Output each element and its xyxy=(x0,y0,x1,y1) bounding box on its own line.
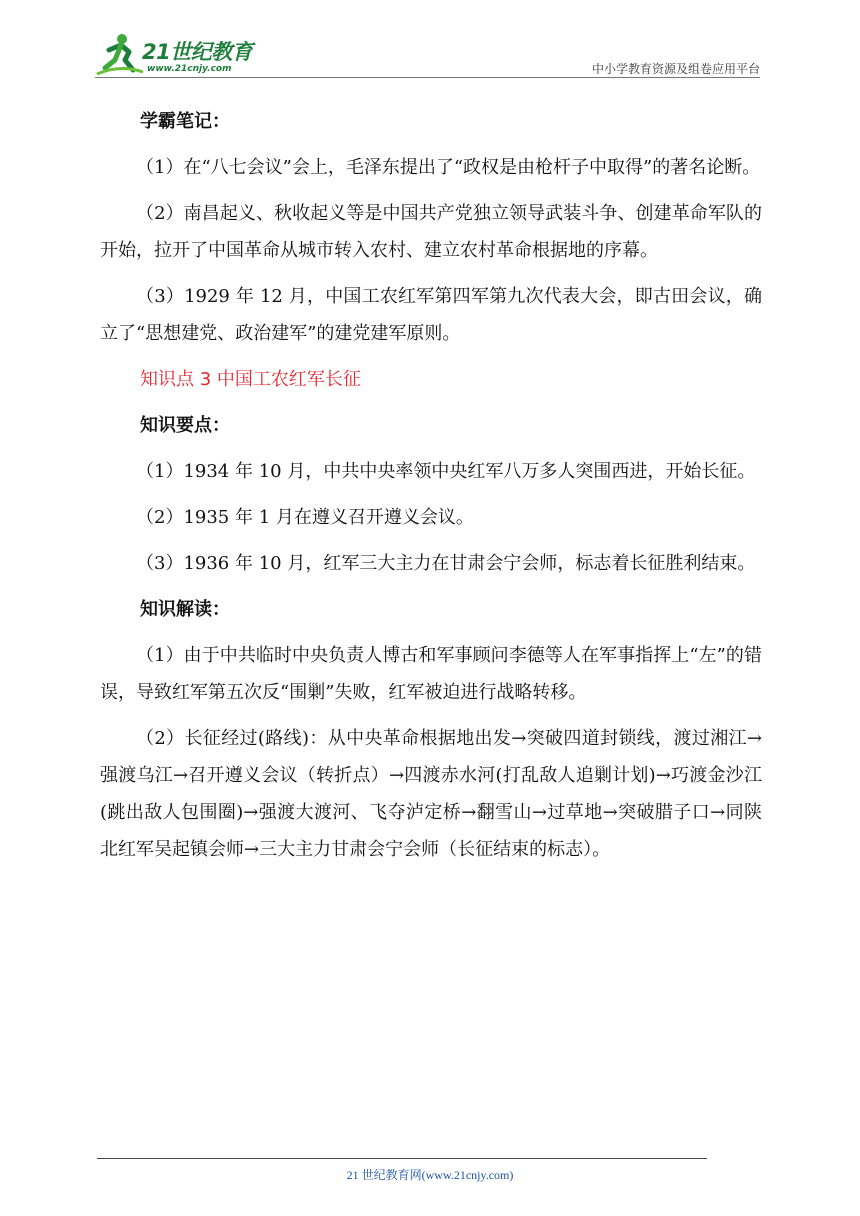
section-heading-interpretation: 知识解读： xyxy=(140,599,230,620)
key-point-item: （2）1935 年 1 月在遵义召开遵义会议。 xyxy=(136,507,474,528)
runner-logo-icon xyxy=(95,30,145,80)
key-point-item: （1）1934 年 10 月，中共中央率领中央红军八万多人突围西进，开始长征。 xyxy=(136,461,756,482)
note-item: （2）南昌起义、秋收起义等是中国共产党独立领导武装斗争、创建革命军队的开始，拉开了中国革命从城市转入农村、建立农村革命根据地的序幕。 xyxy=(100,203,762,261)
note-item: （3）1929 年 12 月，中国工农红军第四军第九次代表大会，即古田会议，确立了“思想建党、政治建军”的建党建军原则。 xyxy=(100,286,762,344)
logo-text: 21世纪教育 xyxy=(142,40,253,64)
footer-divider xyxy=(97,1158,707,1159)
interpretation-item: （1）由于中共临时中央负责人博古和军事顾问李德等人在军事指挥上“左”的错误，导致红军第五次反“围剿”失败，红军被迫进行战略转移。 xyxy=(100,645,762,703)
interpretation-item: （2）长征经过(路线)：从中央革命根据地出发→突破四道封锁线，渡过湘江→强渡乌江→召开遵义会议（转折点）→四渡赤水河(打乱敌人追剿计划)→巧渡金沙江(跳出敌人包围圈)→强渡大渡河、飞夺泸定桥→翻雪山→过草地→突破腊子口→同陕北红军吴起镇会师→三大主力甘肃会宁会师（长征结束的标志）。 xyxy=(100,728,762,860)
key-point-item: （3）1936 年 10 月，红军三大主力在甘肃会宁会师，标志着长征胜利结束。 xyxy=(136,553,756,574)
section-heading-notes: 学霸笔记： xyxy=(140,111,230,132)
logo-url: www.21cnjy.com xyxy=(147,64,232,74)
platform-name: 中小学教育资源及组卷应用平台 xyxy=(591,62,760,76)
section-heading-key-points: 知识要点： xyxy=(140,415,230,436)
note-item: （1）在“八七会议”会上，毛泽东提出了“政权是由枪杆子中取得”的著名论断。 xyxy=(136,157,761,178)
logo xyxy=(95,30,265,80)
document-body xyxy=(100,103,762,877)
footer-link[interactable]: 21 世纪教育网(www.21cnjy.com) xyxy=(346,1168,514,1182)
knowledge-point-heading: 知识点 3 中国工农红军长征 xyxy=(140,369,361,390)
header-divider xyxy=(95,77,760,78)
page-header xyxy=(95,30,760,80)
